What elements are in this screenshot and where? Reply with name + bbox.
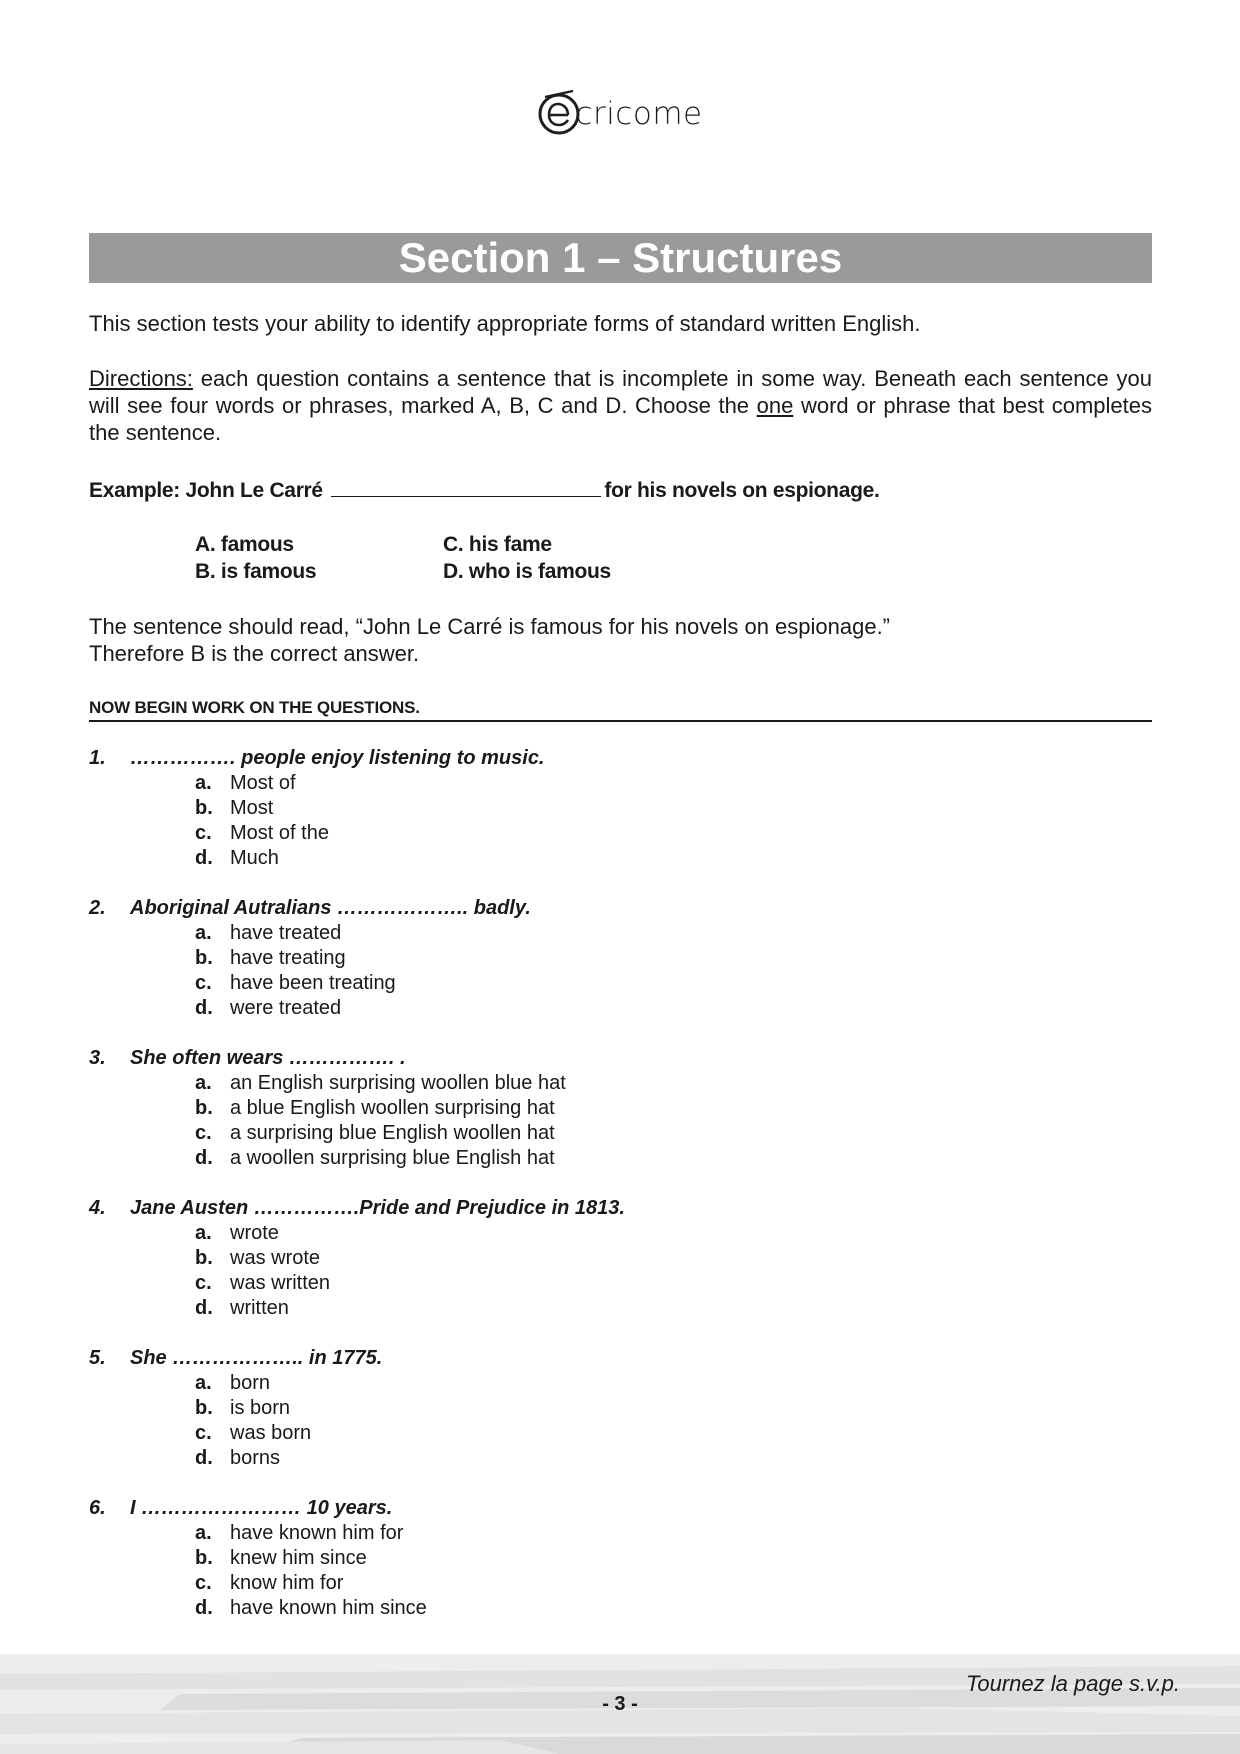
option-text: Much bbox=[230, 847, 279, 869]
answer-option-c[interactable] bbox=[89, 1421, 1089, 1446]
option-letter: b. bbox=[195, 797, 213, 819]
option-letter: d. bbox=[195, 847, 213, 869]
option-text: a blue English woollen surprising hat bbox=[230, 1097, 555, 1119]
answer-option-c[interactable] bbox=[89, 821, 1089, 846]
option-text: know him for bbox=[230, 1572, 344, 1594]
question-stem bbox=[89, 1346, 1089, 1371]
option-text: a surprising blue English woollen hat bbox=[230, 1122, 555, 1144]
section-title: Section 1 – Structures bbox=[89, 233, 1152, 283]
question-text: Aboriginal Autralians ……………….. badly. bbox=[130, 897, 531, 919]
answer-option-d[interactable] bbox=[89, 1296, 1089, 1321]
question-3 bbox=[89, 1046, 1089, 1171]
example-blank bbox=[331, 476, 601, 497]
option-text: was wrote bbox=[230, 1247, 321, 1269]
question-number: 2. bbox=[89, 897, 106, 919]
example-option-b: B. is famous bbox=[195, 560, 317, 583]
question-2 bbox=[89, 896, 1089, 1021]
answer-option-c[interactable] bbox=[89, 1121, 1089, 1146]
option-text: born bbox=[230, 1372, 271, 1394]
question-number: 3. bbox=[89, 1047, 106, 1069]
option-text: is born bbox=[230, 1397, 291, 1419]
question-stem bbox=[89, 746, 1089, 771]
directions-emphasis: one bbox=[756, 393, 794, 418]
question-stem bbox=[89, 1496, 1089, 1521]
answer-option-d[interactable] bbox=[89, 1446, 1089, 1471]
example-explanation-line-2: Therefore B is the correct answer. bbox=[89, 641, 420, 666]
option-letter: a. bbox=[195, 1372, 212, 1394]
answer-option-d[interactable] bbox=[89, 1596, 1089, 1621]
answer-option-a[interactable] bbox=[89, 771, 1089, 796]
example-explanation-line-1: The sentence should read, “John Le Carré is famous for his novels on espionage.” bbox=[89, 614, 891, 639]
example-option-d: D. who is famous bbox=[443, 560, 611, 583]
turn-page-note: Tournez la page s.v.p. bbox=[965, 1671, 1180, 1696]
option-text: a woollen surprising blue English hat bbox=[230, 1147, 555, 1169]
option-letter: b. bbox=[195, 1247, 213, 1269]
option-text: have treating bbox=[230, 947, 346, 969]
question-5 bbox=[89, 1346, 1089, 1471]
example-suffix: for his novels on espionage. bbox=[604, 479, 880, 502]
option-letter: d. bbox=[195, 1297, 213, 1319]
option-letter: a. bbox=[195, 1222, 212, 1244]
option-letter: b. bbox=[195, 1097, 213, 1119]
directions-paragraph bbox=[89, 365, 1152, 446]
directions-label: Directions: bbox=[89, 366, 193, 391]
option-text: have treated bbox=[230, 922, 342, 944]
directions-text-2: word or phrase that best completes the sentence. bbox=[89, 393, 1152, 445]
question-1 bbox=[89, 746, 1089, 871]
option-letter: b. bbox=[195, 1397, 213, 1419]
example-sentence bbox=[89, 476, 880, 504]
option-letter: a. bbox=[195, 1522, 212, 1544]
option-letter: a. bbox=[195, 922, 212, 944]
question-text: ……………. people enjoy listening to music. bbox=[130, 747, 545, 769]
question-number: 1. bbox=[89, 747, 106, 769]
option-letter: c. bbox=[195, 1122, 212, 1144]
option-text: Most of bbox=[230, 772, 296, 794]
answer-option-b[interactable] bbox=[89, 1396, 1089, 1421]
section-intro: This section tests your ability to identify appropriate forms of standard written English. bbox=[89, 311, 921, 336]
option-text: have known him for bbox=[230, 1522, 404, 1544]
option-letter: c. bbox=[195, 1272, 212, 1294]
answer-option-b[interactable] bbox=[89, 1246, 1089, 1271]
question-text: Jane Austen …………….Pride and Prejudice in 1813. bbox=[130, 1197, 625, 1219]
question-number: 6. bbox=[89, 1497, 106, 1519]
question-text: I …………………… 10 years. bbox=[130, 1497, 393, 1519]
question-number: 4. bbox=[89, 1197, 106, 1219]
question-stem bbox=[89, 1196, 1089, 1221]
option-text: was born bbox=[230, 1422, 312, 1444]
option-letter: c. bbox=[195, 822, 212, 844]
answer-option-d[interactable] bbox=[89, 996, 1089, 1021]
question-text: She ……………….. in 1775. bbox=[130, 1347, 383, 1369]
answer-option-c[interactable] bbox=[89, 1571, 1089, 1596]
option-letter: a. bbox=[195, 772, 212, 794]
option-letter: d. bbox=[195, 1147, 213, 1169]
now-begin-heading: NOW BEGIN WORK ON THE QUESTIONS. bbox=[89, 697, 1152, 722]
question-4 bbox=[89, 1196, 1089, 1321]
option-letter: b. bbox=[195, 947, 213, 969]
answer-option-c[interactable] bbox=[89, 1271, 1089, 1296]
option-letter: c. bbox=[195, 972, 212, 994]
option-letter: d. bbox=[195, 1447, 213, 1469]
example-option-a: A. famous bbox=[195, 533, 294, 556]
option-letter: d. bbox=[195, 1597, 213, 1619]
option-text: have been treating bbox=[230, 972, 396, 994]
option-letter: a. bbox=[195, 1072, 212, 1094]
answer-option-b[interactable] bbox=[89, 1096, 1089, 1121]
example-option-c: C. his fame bbox=[443, 533, 552, 556]
answer-option-b[interactable] bbox=[89, 796, 1089, 821]
example-explanation bbox=[89, 613, 1152, 667]
option-text: have known him since bbox=[230, 1597, 427, 1619]
answer-option-a[interactable] bbox=[89, 1521, 1089, 1546]
option-text: Most of the bbox=[230, 822, 329, 844]
answer-option-d[interactable] bbox=[89, 846, 1089, 871]
answer-option-c[interactable] bbox=[89, 971, 1089, 996]
option-text: were treated bbox=[230, 997, 342, 1019]
page-number: - 3 - bbox=[602, 1693, 638, 1715]
answer-option-a[interactable] bbox=[89, 1071, 1089, 1096]
question-stem bbox=[89, 1046, 1089, 1071]
option-letter: c. bbox=[195, 1572, 212, 1594]
example-prefix: Example: John Le Carré bbox=[89, 479, 323, 502]
logo-text: cricome bbox=[575, 96, 703, 132]
answer-option-a[interactable] bbox=[89, 1371, 1089, 1396]
directions-text-1: each question contains a sentence that is incomplete in some way. Beneath each sentence you will see four words or phrases, marked A, B, C and D. Choose the bbox=[89, 366, 1152, 418]
option-text: written bbox=[230, 1297, 289, 1319]
option-text: wrote bbox=[230, 1222, 279, 1244]
option-letter: b. bbox=[195, 1547, 213, 1569]
answer-option-b[interactable] bbox=[89, 946, 1089, 971]
option-letter: c. bbox=[195, 1422, 212, 1444]
question-text: She often wears ……………. . bbox=[130, 1047, 406, 1069]
option-text: knew him since bbox=[230, 1547, 367, 1569]
option-text: was written bbox=[230, 1272, 331, 1294]
option-letter: d. bbox=[195, 997, 213, 1019]
answer-option-a[interactable] bbox=[89, 921, 1089, 946]
option-text: Most bbox=[230, 797, 274, 819]
question-number: 5. bbox=[89, 1347, 106, 1369]
ecricome-logo bbox=[0, 88, 1240, 142]
answer-option-d[interactable] bbox=[89, 1146, 1089, 1171]
answer-option-b[interactable] bbox=[89, 1546, 1089, 1571]
option-text: an English surprising woollen blue hat bbox=[230, 1072, 566, 1094]
question-stem bbox=[89, 896, 1089, 921]
answer-option-a[interactable] bbox=[89, 1221, 1089, 1246]
option-text: borns bbox=[230, 1447, 281, 1469]
question-6 bbox=[89, 1496, 1089, 1621]
